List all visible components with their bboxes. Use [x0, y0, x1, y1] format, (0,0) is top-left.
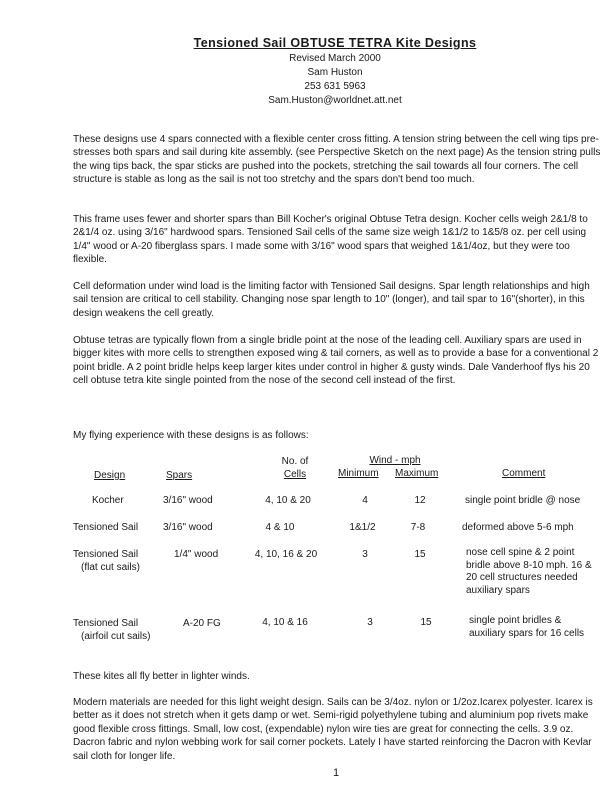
table-row-cells: 4, 10, 16 & 20	[254, 549, 318, 560]
paragraph-frame-comparison: This frame uses fewer and shorter spars than Bill Kocher's original Obtuse Tetra design. Kocher cells weigh 2&1/8 to 2&1/4 oz. using 3/16" hardwood spars. Tensioned Sail cells of the same size weigh 1&1/2 to 1&5/8 oz. per cell using 1/4" wood or A-20 fiberglass spars. I made some with 3/16" wood spars that weighed 1&1/4oz, but they were too flexible.	[73, 214, 588, 266]
table-row-min-wind: 3	[367, 617, 373, 628]
table-row-max-wind: 12	[414, 495, 426, 506]
table-row-max-wind: 7-8	[410, 522, 426, 533]
column-header-wind: Wind - mph	[369, 455, 421, 466]
column-header-spars: Spars	[166, 470, 193, 481]
table-row-design: Kocher	[92, 495, 124, 506]
table-row-spars: 3/16" wood	[163, 495, 213, 506]
paragraph-lighter-winds: These kites all fly better in lighter winds.	[73, 671, 250, 682]
table-row-cells: 4 & 10	[265, 522, 295, 533]
revision-date: Revised March 2000	[289, 53, 381, 64]
table-row-min-wind: 3	[362, 549, 368, 560]
table-row-min-wind: 1&1/2	[349, 522, 376, 533]
page-number: 1	[333, 767, 340, 779]
document-title: Tensioned Sail OBTUSE TETRA Kite Designs	[193, 36, 477, 50]
table-row-cells: 4, 10 & 16	[262, 617, 308, 628]
paragraph-cell-deformation: Cell deformation under wind load is the limiting factor with Tensioned Sail designs. Spar length relationships and high sail tension are critical to cell stability. Changing nose spar length to 10" (longer), and tail spar to 16"(shorter), in this design weakens the cell greatly.	[73, 281, 590, 319]
paragraph-design-overview: These designs use 4 spars connected with a flexible center cross fitting. A tension string between the cell wing tips pre-stresses both spars and sail during kite assembly. (see Perspective Sketch on the next page) As the tension string pulls the wing tips back, the spar sticks are pushed into the pockets, stretching the sail towards all four corners. The cell structure is stable as long as the sail is not too stretchy and the spars don't bend too much.	[73, 134, 600, 186]
paragraph-bridle-points: Obtuse tetras are typically flown from a single bridle point at the nose of the leading cell. Auxiliary spars are used in bigger kites with more cells to strengthen exposed wing & tail corners, as well as to provide a base for a conventional 2 point bridle. A 2 point bridle helps keep larger kites under control in higher & gusty winds. Dale Vanderhoof flys his 20 cell obtuse tetra kite single pointed from the nose of the second cell instead of the first.	[73, 335, 599, 387]
table-row-min-wind: 4	[362, 495, 368, 506]
column-header-cells-top: No. of	[281, 456, 309, 467]
table-row-spars: 1/4" wood	[174, 549, 219, 560]
table-row-spars: A-20 FG	[183, 618, 221, 629]
table-row-cells: 4, 10 & 20	[265, 495, 311, 506]
author-phone: 253 631 5963	[304, 81, 366, 92]
table-row-comment: nose cell spine & 2 point bridle above 8-10 mph. 16 & 20 cell structures needed auxiliary spars	[466, 547, 592, 596]
paragraph-modern-materials: Modern materials are needed for this light weight design. Sails can be 3/4oz. nylon or 1/2oz.Icarex polyester. Icarex is better as it does not stretch when it gets damp or wet. Semi-rigid polyethylene tubing and aluminium pop rivets make good flexible cross fittings. Small, low cost, (expendable) nylon wire ties are great for connecting the cells. 3.9 oz. Dacron fabric and nylon webbing work for sail corner pockets. Lately I have started reinforcing the Dacron with Kevlar sail cloth for longer life.	[73, 697, 593, 762]
column-header-minimum: Minimum	[338, 468, 379, 479]
table-row-design: Tensioned Sail	[73, 618, 139, 629]
column-header-maximum: Maximum	[395, 468, 439, 479]
table-row-comment: single point bridles & auxiliary spars for 16 cells	[469, 615, 585, 639]
column-header-cells: Cells	[283, 469, 307, 480]
author-name: Sam Huston	[307, 67, 363, 78]
paragraph-flying-intro: My flying experience with these designs is as follows:	[73, 430, 309, 441]
table-row-design: Tensioned Sail	[73, 522, 139, 533]
column-header-design: Design	[94, 470, 126, 481]
table-row-max-wind: 15	[414, 549, 426, 560]
table-row-max-wind: 15	[420, 617, 432, 628]
table-row-comment: deformed above 5-6 mph	[462, 522, 574, 533]
column-header-comment: Comment	[502, 468, 546, 479]
table-row-design-note: (flat cut sails)	[81, 562, 140, 573]
table-row-design-note: (airfoil cut sails)	[81, 631, 151, 642]
table-row-spars: 3/16" wood	[163, 522, 213, 533]
author-email: Sam.Huston@worldnet.att.net	[268, 95, 402, 106]
table-row-comment: single point bridle @ nose	[465, 495, 581, 506]
table-row-design: Tensioned Sail	[73, 549, 139, 560]
